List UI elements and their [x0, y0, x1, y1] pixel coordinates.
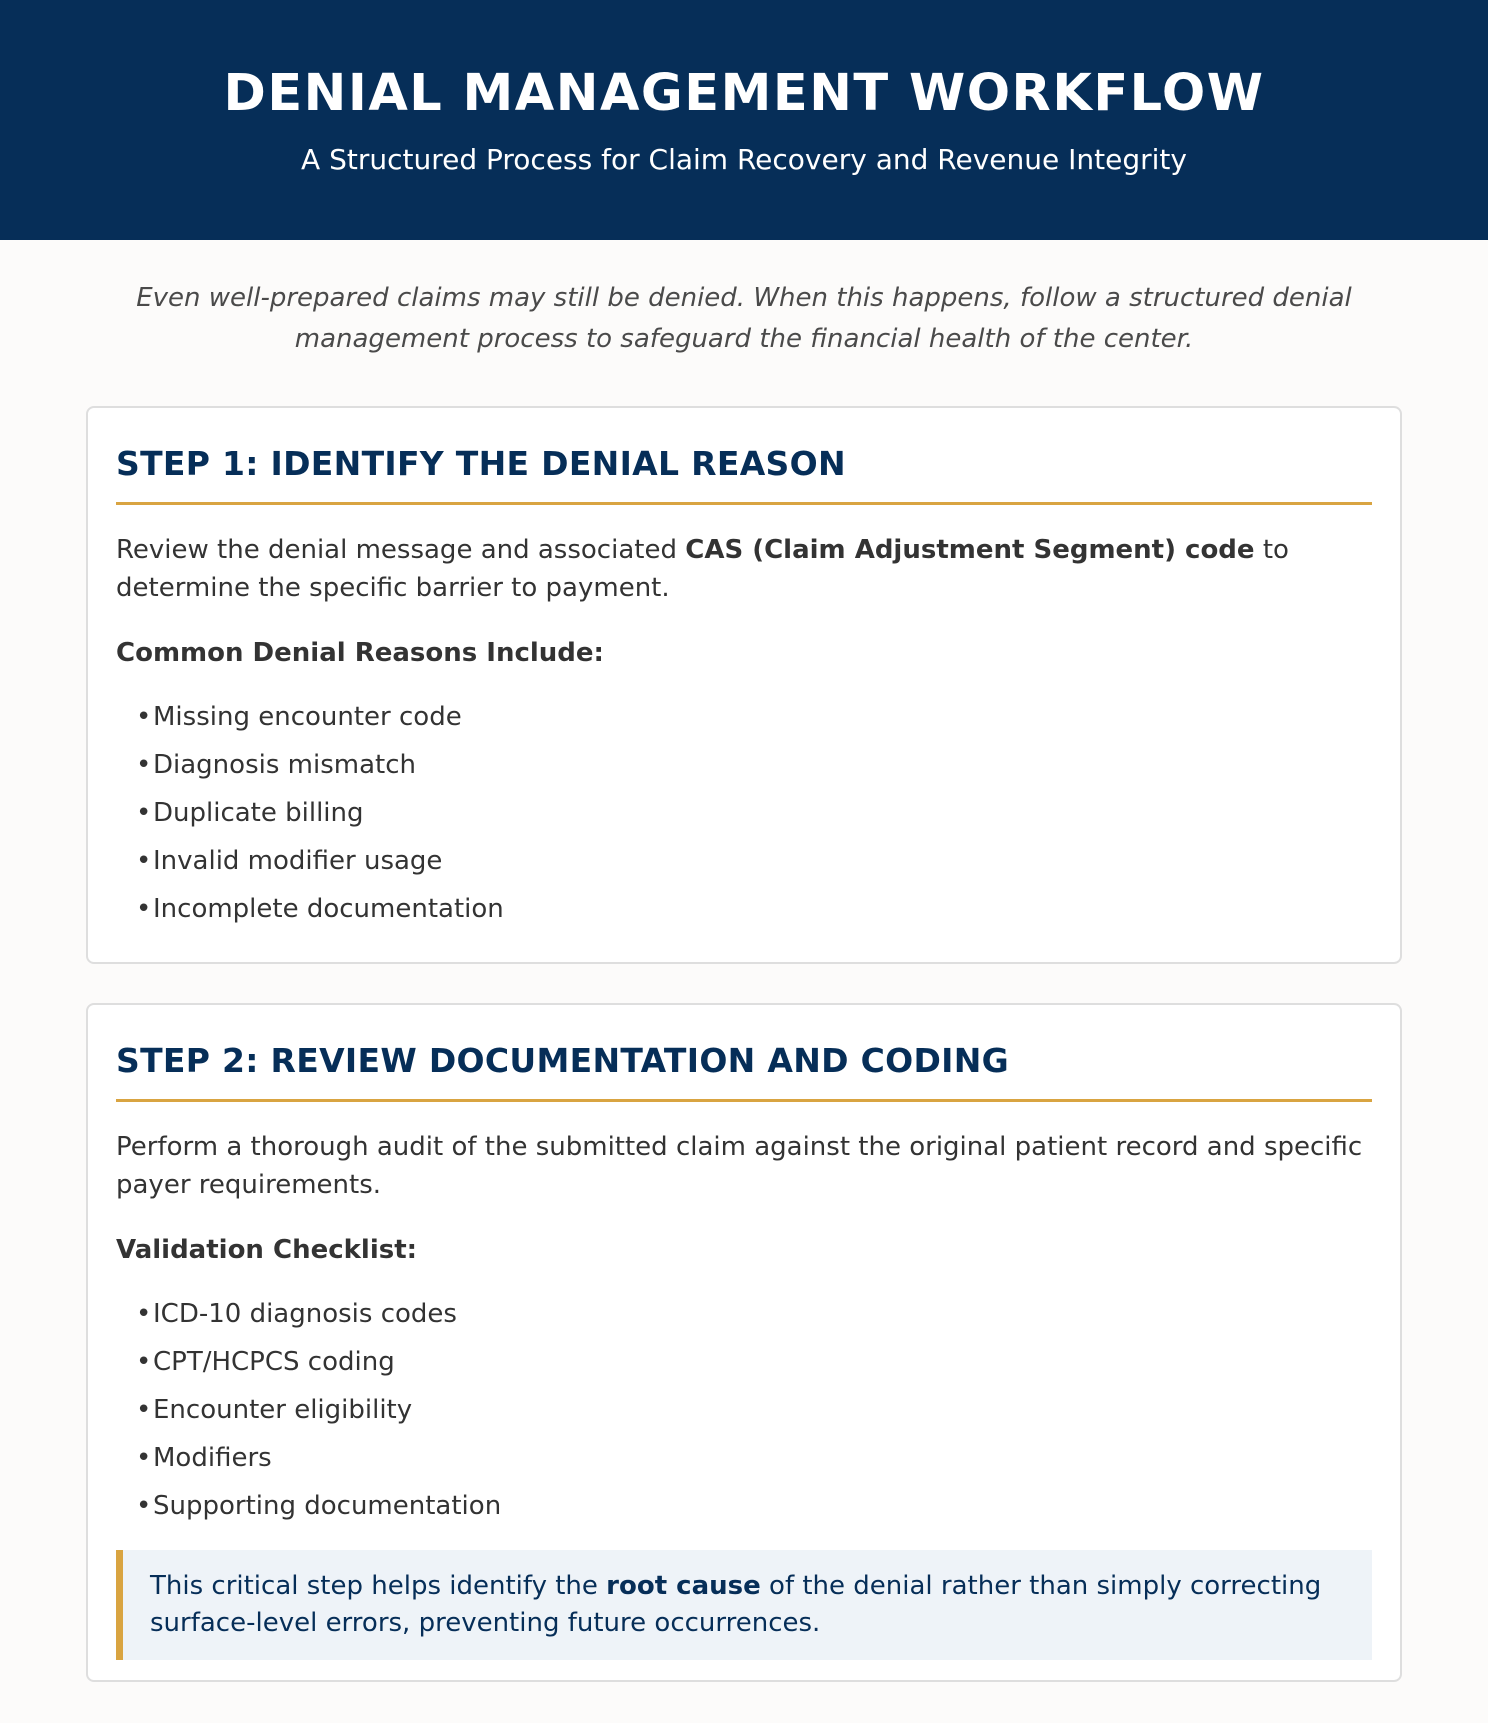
step-1-list — [116, 693, 1372, 933]
step-2-list-heading: Validation Checklist: — [116, 1235, 418, 1265]
step-2-description: Perform a thorough audit of the submitted claim against the original patient record and specific payer requirements. — [116, 1132, 1363, 1200]
list-item — [136, 1386, 1372, 1434]
step-1-desc-bold: CAS (Claim Adjustment Segment) code — [685, 535, 1255, 565]
list-item — [136, 1338, 1372, 1386]
bullet-icon: • — [136, 846, 152, 876]
callout-text-after: of the denial rather than simply correcting surface-level errors, preventing future occurrences. — [150, 1571, 1322, 1638]
bullet-icon: • — [136, 1347, 152, 1377]
list-item-text: ICD-10 diagnosis codes — [153, 1299, 457, 1329]
list-item-text: Encounter eligibility — [153, 1395, 413, 1425]
bullet-icon: • — [136, 1443, 152, 1473]
list-item-text: Modifiers — [153, 1443, 272, 1473]
step-1-desc-after: to determine the specific barrier to payment. — [116, 535, 1289, 603]
list-item — [136, 1434, 1372, 1482]
callout-text-before: This critical step helps identify the — [150, 1571, 607, 1601]
step-2-title: STEP 2: REVIEW DOCUMENTATION AND CODING — [116, 1039, 1372, 1102]
page-header — [0, 0, 1488, 240]
list-item-text: Invalid modifier usage — [153, 846, 443, 876]
bullet-icon: • — [136, 894, 152, 924]
callout-bold: root cause — [606, 1571, 761, 1601]
page-title: DENIAL MANAGEMENT WORKFLOW — [223, 64, 1265, 123]
root-cause-callout — [116, 1550, 1372, 1660]
step-1-title: STEP 1: IDENTIFY THE DENIAL REASON — [116, 442, 1372, 505]
intro-text: Even well-prepared claims may still be denied. When this happens, follow a structured denial management process to safeguard the financial health of the center. — [136, 283, 1352, 354]
step-1-description — [116, 531, 1372, 607]
bullet-icon: • — [136, 750, 152, 780]
list-item-text: CPT/HCPCS coding — [153, 1347, 395, 1377]
step-2-card — [86, 1003, 1402, 1682]
list-item — [136, 885, 1372, 933]
step-1-list-heading: Common Denial Reasons Include: — [116, 638, 604, 668]
step-1-desc-before: Review the denial message and associated — [116, 535, 686, 565]
step-2-list — [116, 1290, 1372, 1530]
list-item-text: Incomplete documentation — [153, 894, 504, 924]
bullet-icon: • — [136, 1491, 152, 1521]
list-item-text: Missing encounter code — [153, 702, 462, 732]
list-item-text: Duplicate billing — [153, 798, 364, 828]
list-item — [136, 1482, 1372, 1530]
list-item-text: Supporting documentation — [153, 1491, 502, 1521]
list-item — [136, 693, 1372, 741]
list-item — [136, 1290, 1372, 1338]
list-item — [136, 789, 1372, 837]
bullet-icon: • — [136, 1395, 152, 1425]
list-item-text: Diagnosis mismatch — [153, 750, 416, 780]
page-subtitle: A Structured Process for Claim Recovery and Revenue Integrity — [301, 143, 1187, 176]
step-1-card — [86, 406, 1402, 964]
list-item — [136, 741, 1372, 789]
bullet-icon: • — [136, 798, 152, 828]
bullet-icon: • — [136, 702, 152, 732]
list-item — [136, 837, 1372, 885]
bullet-icon: • — [136, 1299, 152, 1329]
